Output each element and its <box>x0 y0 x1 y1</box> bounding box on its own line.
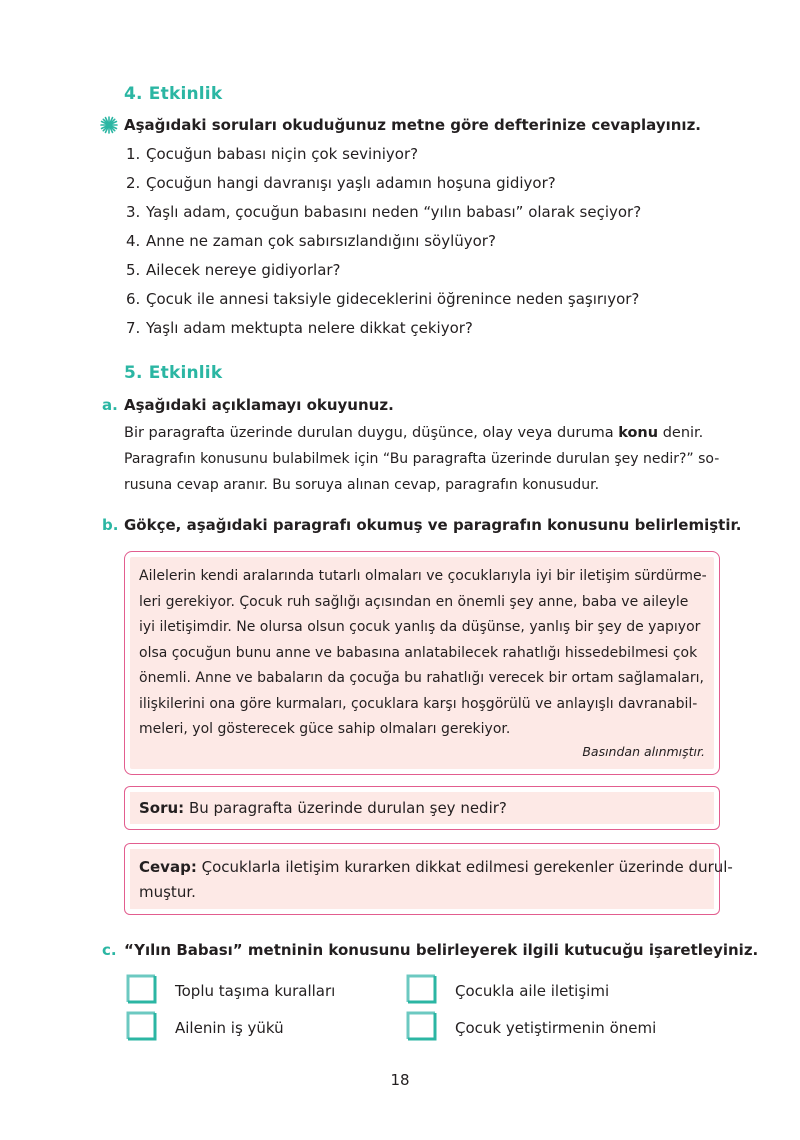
question-text: Çocuğun babası niçin çok seviniyor? <box>146 145 419 163</box>
question-number: 6. <box>126 290 141 308</box>
option-label: Toplu taşıma kuralları <box>175 982 336 1000</box>
section-a-marker: a. <box>102 396 118 414</box>
paragraph-line: Ailelerin kendi aralarında tutarlı olmaları ve çocuklarıyla iyi bir iletişim sürdürme- <box>139 568 707 584</box>
question-number: 4. <box>126 232 141 250</box>
activity-4-instruction: Aşağıdaki soruları okuduğunuz metne göre defterinize cevaplayınız. <box>124 116 701 134</box>
text-segment: denir. <box>658 425 704 441</box>
question-number: 7. <box>126 319 141 337</box>
activity-5-heading: 5. Etkinlik <box>124 363 223 383</box>
instruction-text: metninin konusunu belirleyerek ilgili kutucuğu işaretleyiniz. <box>242 941 759 959</box>
section-a-instruction: Aşağıdaki açıklamayı okuyunuz. <box>124 396 394 414</box>
option-label: Çocukla aile iletişimi <box>455 982 610 1000</box>
question-text: Yaşlı adam, çocuğun babasını neden “yılın babası” olarak seçiyor? <box>146 203 642 221</box>
checkbox-toplu-tasima[interactable] <box>126 974 154 1000</box>
question-text: Anne ne zaman çok sabırsızlandığını söylüyor? <box>146 232 496 250</box>
question-list <box>126 145 726 348</box>
paragraph-line: leri gerekiyor. Çocuk ruh sağlığı açısından en önemli şey anne, baba ve aileyle <box>139 593 689 610</box>
answer-text: Çocuklarla iletişim kurarken dikkat edilmesi gerekenler üzerinde durul- <box>196 858 733 876</box>
paragraph-line: meleri, yol gösterecek güce sahip olmaları gerekiyor. <box>139 721 511 737</box>
question-label: Soru: <box>139 799 185 817</box>
keyword: konu <box>618 425 659 441</box>
checkbox-is-yuku[interactable] <box>126 1011 154 1037</box>
answer-box <box>124 843 733 915</box>
question-content <box>139 799 507 817</box>
text-segment: Bir paragrafta üzerinde durulan duygu, düşünce, olay veya duruma <box>124 425 619 441</box>
list-item <box>126 232 726 261</box>
explanation-text <box>124 420 744 498</box>
page-number: 18 <box>390 1071 410 1089</box>
list-item <box>126 145 726 174</box>
question-number: 1. <box>126 145 141 163</box>
list-item <box>126 203 726 232</box>
answer-content <box>139 855 733 905</box>
question-text: Bu paragrafta üzerinde durulan şey nedir? <box>184 799 507 817</box>
answer-line: muştur. <box>139 883 196 901</box>
text-title: “Yılın Babası” <box>124 941 243 959</box>
option-label: Ailenin iş yükü <box>175 1019 284 1037</box>
question-number: 2. <box>126 174 141 192</box>
section-b-marker: b. <box>102 516 119 534</box>
explanation-line <box>124 420 744 446</box>
list-item <box>126 290 726 319</box>
question-box <box>124 786 720 830</box>
question-text: Yaşlı adam mektupta nelere dikkat çekiyor? <box>146 319 473 337</box>
paragraph-box <box>124 551 720 775</box>
question-number: 5. <box>126 261 141 279</box>
paragraph-text <box>139 564 709 743</box>
section-b-instruction: Gökçe, aşağıdaki paragrafı okumuş ve paragrafın konusunu belirlemiştir. <box>124 516 742 534</box>
section-c-instruction <box>124 941 758 959</box>
option-label: Çocuk yetiştirmenin önemi <box>455 1019 657 1037</box>
paragraph-line: olsa çocuğun bunu anne ve babasına anlatabilecek rahatlığı hissedebilmesi çok <box>139 644 698 661</box>
question-text: Çocuk ile annesi taksiyle gideceklerini öğrenince neden şaşırıyor? <box>146 290 640 308</box>
sun-burst-icon <box>100 116 118 134</box>
source-note: Basından alınmıştır. <box>582 744 705 759</box>
list-item <box>126 261 726 290</box>
checkbox-cocuk-yetistirme[interactable] <box>406 1011 434 1037</box>
answer-label: Cevap: <box>139 858 197 876</box>
paragraph-line: önemli. Anne ve babaların da çocuğa bu rahatlığı verecek bir ortam sağlamaları, <box>139 670 704 686</box>
paragraph-line: iyi iletişimdir. Ne olursa olsun çocuk yanlış da düşünse, yanlış bir şey de yapıyor <box>139 619 701 635</box>
section-c-marker: c. <box>102 941 117 959</box>
explanation-line: rusuna cevap aranır. Bu soruya alınan cevap, paragrafın konusudur. <box>124 477 600 493</box>
question-text: Ailecek nereye gidiyorlar? <box>146 261 341 279</box>
list-item <box>126 174 726 203</box>
checkbox-cocukla-aile[interactable] <box>406 974 434 1000</box>
answer-line <box>139 855 733 880</box>
explanation-line: Paragrafın konusunu bulabilmek için “Bu paragrafta üzerinde durulan şey nedir?” so- <box>124 451 720 467</box>
activity-4-heading: 4. Etkinlik <box>124 84 223 104</box>
question-text: Çocuğun hangi davranışı yaşlı adamın hoşuna gidiyor? <box>146 174 556 192</box>
list-item <box>126 319 726 348</box>
paragraph-line: ilişkilerini ona göre kurmaları, çocuklara karşı hoşgörülü ve anlayışlı davranabil- <box>139 695 698 712</box>
question-number: 3. <box>126 203 141 221</box>
